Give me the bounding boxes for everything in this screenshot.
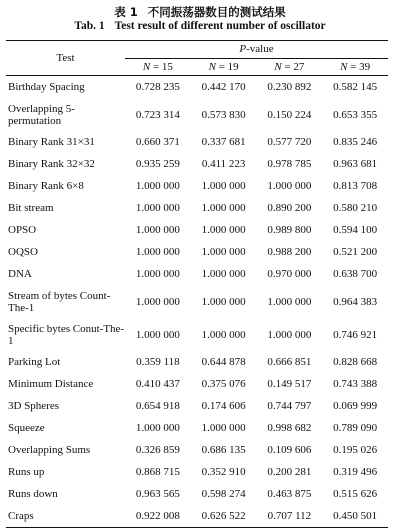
table-row [6,505,388,528]
pvalue-cell: 0.573 830 [201,108,246,121]
n-symbol: N [340,60,348,73]
column-header-pvalue [125,41,388,59]
test-name-cell: Runs down [8,488,58,500]
pvalue-cell: 1.000 000 [135,224,180,236]
pvalue-cell: 0.686 135 [201,444,246,456]
pvalue-cell: 1.000 000 [201,268,246,280]
pvalue-cell: 0.998 682 [267,422,312,434]
column-header-n-3 [322,58,388,76]
pvalue-cell: 1.000 000 [201,422,246,434]
pvalue-cell: 0.989 800 [267,224,312,236]
table-body [6,76,388,528]
test-name-cell: Overlapping Sums [8,444,91,456]
pvalue-cell: 0.174 606 [201,400,246,412]
test-name-cell: Craps [8,510,34,522]
pvalue-cell: 1.000 000 [135,202,180,214]
pvalue-cell: 0.728 235 [135,81,180,93]
table-header [6,41,388,76]
pvalue-cell: 0.150 224 [267,108,312,121]
pvalue-suffix: -value [246,43,274,56]
pvalue-cell: 0.744 797 [267,400,312,412]
pvalue-cell: 0.463 875 [267,488,312,500]
table-row [6,263,388,285]
pvalue-cell: 1.000 000 [201,295,246,308]
table-row [6,153,388,175]
test-name-cell: 3D Spheres [8,400,60,412]
table-row [6,439,388,461]
pvalue-cell: 0.626 522 [201,510,246,522]
table-row [6,285,388,318]
pvalue-cell: 1.000 000 [201,202,246,214]
pvalue-cell: 0.707 112 [267,510,312,522]
pvalue-cell: 0.337 681 [201,136,246,148]
table-row [6,175,388,197]
pvalue-cell: 0.515 626 [333,488,378,500]
pvalue-cell: 0.521 200 [333,246,378,258]
pvalue-cell: 0.988 200 [267,246,312,258]
pvalue-cell: 0.410 437 [135,378,180,390]
pvalue-cell: 0.230 892 [267,81,312,93]
pvalue-cell: 1.000 000 [135,246,180,258]
table-row [6,197,388,219]
test-name-cell: Overlapping 5-permutation [8,102,75,127]
pvalue-cell: 0.450 501 [333,510,378,522]
pvalue-cell: 0.743 388 [333,378,378,390]
n-value: = 27 [284,60,305,73]
pvalue-cell: 0.789 090 [333,422,378,434]
table-row [6,351,388,373]
test-name-cell: DNA [8,268,32,280]
pvalue-cell: 0.835 246 [333,136,378,148]
pvalue-cell: 1.000 000 [267,180,312,192]
n-value: = 19 [218,60,239,73]
test-name-cell: Parking Lot [8,356,61,368]
table-row [6,483,388,505]
pvalue-cell: 0.828 668 [333,356,378,368]
pvalue-cell: 0.746 921 [333,328,378,341]
pvalue-cell: 0.359 118 [136,356,180,368]
pvalue-cell: 1.000 000 [135,295,180,308]
table-caption-chinese [0,4,400,20]
pvalue-cell: 0.890 200 [267,202,312,214]
pvalue-symbol: P [239,43,247,56]
test-name-cell: Runs up [8,466,45,478]
pvalue-cell: 0.352 910 [201,466,246,478]
pvalue-cell: 0.813 708 [333,180,378,192]
pvalue-cell: 0.723 314 [135,108,180,121]
pvalue-cell: 0.978 785 [267,158,312,170]
test-name-cell: Binary Rank 32×32 [8,158,95,170]
pvalue-cell: 0.069 999 [333,400,378,412]
pvalue-cell: 1.000 000 [135,422,180,434]
pvalue-cell: 1.000 000 [135,180,180,192]
column-header-n-1 [191,58,257,76]
test-name-cell: OPSO [8,224,37,236]
table-number-english: Tab. 1 [74,20,105,32]
table-row [6,417,388,439]
table-row [6,131,388,153]
test-name-cell: Stream of bytes Count-The-1 [8,289,111,314]
pvalue-cell: 0.326 859 [135,444,180,456]
test-name-cell: Minimum Distance [8,378,94,390]
table-row [6,241,388,263]
test-name-cell: Specific bytes Conut-The-1 [8,322,125,347]
pvalue-cell: 0.200 281 [267,466,312,478]
table-title-english: Test result of different number of oscillator [114,20,326,32]
test-name-cell: Binary Rank 6×8 [8,180,84,192]
column-header-test: Test [56,52,75,64]
column-header-n-2 [257,58,323,76]
pvalue-cell: 0.109 606 [267,444,312,456]
test-name-cell: Bit stream [8,202,54,214]
test-name-cell: Binary Rank 31×31 [8,136,95,148]
test-name-cell: Birthday Spacing [8,81,85,93]
pvalue-cell: 1.000 000 [135,268,180,280]
pvalue-cell: 1.000 000 [201,328,246,341]
n-symbol: N [274,60,282,73]
column-header-n-0 [125,58,191,76]
pvalue-cell: 0.644 878 [201,356,246,368]
pvalue-cell: 1.000 000 [267,328,312,341]
n-symbol: N [142,60,151,73]
test-name-cell: Squeeze [8,422,45,434]
pvalue-cell: 0.638 700 [333,268,378,280]
table-number-chinese: 表 1 [114,5,138,19]
pvalue-cell: 0.375 076 [201,378,246,390]
table-row [6,76,388,99]
pvalue-cell: 0.868 715 [135,466,180,478]
pvalue-cell: 1.000 000 [201,180,246,192]
pvalue-cell: 0.964 383 [333,295,378,308]
table-row [6,98,388,131]
pvalue-cell: 0.653 355 [333,108,378,121]
pvalue-cell: 0.580 210 [333,202,378,214]
pvalue-cell: 1.000 000 [267,295,312,308]
table-title-chinese: 不同振荡器数目的测试结果 [147,5,286,19]
pvalue-cell: 0.922 008 [135,510,180,522]
pvalue-cell: 0.935 259 [135,158,180,170]
pvalue-cell: 0.594 100 [333,224,378,236]
pvalue-cell: 0.319 496 [333,466,378,478]
pvalue-cell: 0.654 918 [135,400,180,412]
pvalue-cell: 0.963 681 [333,158,378,170]
pvalue-cell: 0.963 565 [135,488,180,500]
n-value: = 39 [350,60,371,73]
n-symbol: N [208,60,216,73]
table-caption-english [0,20,400,32]
pvalue-cell: 0.195 026 [333,444,378,456]
results-table [6,40,388,528]
pvalue-cell: 0.149 517 [267,378,312,390]
pvalue-cell: 1.000 000 [201,246,246,258]
pvalue-cell: 0.577 720 [267,136,312,148]
table-row [6,373,388,395]
pvalue-cell: 0.666 851 [267,356,312,368]
table-row [6,219,388,241]
table-row [6,318,388,351]
table-row [6,461,388,483]
pvalue-cell: 1.000 000 [201,224,246,236]
n-value: = 15 [152,60,173,73]
pvalue-cell: 0.970 000 [267,268,312,280]
test-name-cell: OQSO [8,246,38,258]
pvalue-cell: 0.582 145 [333,81,378,93]
pvalue-cell: 1.000 000 [135,328,180,341]
table-row [6,395,388,417]
pvalue-cell: 0.598 274 [201,488,246,500]
pvalue-cell: 0.411 223 [201,158,246,170]
pvalue-cell: 0.442 170 [201,81,246,93]
pvalue-cell: 0.660 371 [135,136,180,148]
